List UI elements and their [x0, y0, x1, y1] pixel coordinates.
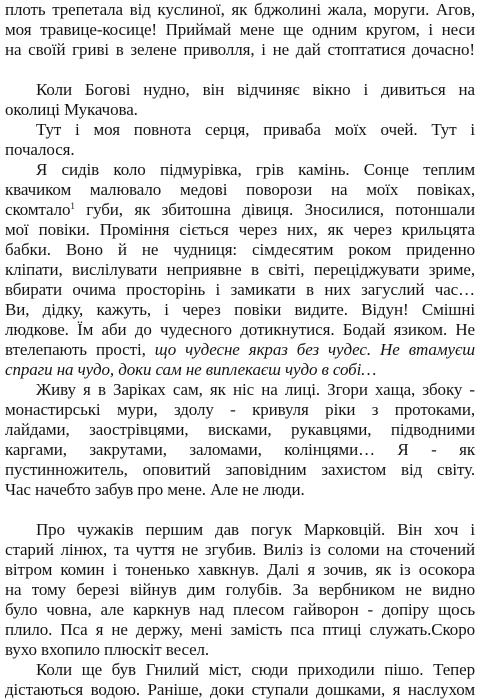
text-segment: губи, як збитошна дівиця. Зносилися, потоншали: [74, 200, 475, 219]
text-line: мої повіки. Проміння сіється через них, як через крильцята: [5, 220, 475, 239]
paragraph-start: Тут і моя повнота серця, приваба моїх очей. Тут і: [36, 120, 475, 139]
text-line: околиці Мукачова.: [5, 100, 138, 119]
text-segment: втелепають прості,: [5, 340, 155, 359]
text-line: плоть трепетала від куслиної, як бджолині жала, моруги. Агов,: [5, 0, 475, 19]
text-line: пустинножитель, оповитий заповідним захистом від світу.: [5, 460, 475, 479]
text-line: на своїй гриві в зелене приволля, і не дай стоптатися дочасно!: [5, 40, 475, 59]
footnote-mark: 1: [70, 201, 75, 211]
italic-line: спраги на чудо, доки сам не виплекаєш чудо в собі…: [5, 360, 377, 379]
paragraph-start: Я сидів коло підмурівка, грів камінь. Сонце теплим: [36, 160, 475, 179]
text-line: вітром комин і тоненько хавкнув. Далі я зочив, як із осокора: [5, 560, 475, 579]
paragraph-start: Коли ще був Гнилий міст, сюди приходили пішо. Тепер: [36, 660, 475, 679]
text-line: моя травице-косице! Приймай мене ще одним кругом, і неси: [5, 20, 475, 39]
text-line: на тому березі війнув дим голубів. За вербником не видно: [5, 580, 475, 599]
text-line: було човна, але каркнув над плесом гайворон - допіру щось: [5, 600, 475, 619]
paragraph-start: Коли Богові нудно, він відчиняє вікно і дивиться на: [36, 80, 475, 99]
italic-segment: що чудесне якраз без чудес. Не втамуєш: [154, 340, 475, 359]
text-segment: скомтало: [5, 200, 71, 219]
text-line: плило. Пса я не держу, мені замість пса птиці служать.Скоро: [5, 620, 475, 639]
text-line: лайдами, заострівцями, висками, рукавцями, підводними: [5, 420, 475, 439]
text-line: почалося.: [5, 140, 75, 159]
text-line: квачиком малювало медові поворози на моїх повіках,: [5, 180, 475, 199]
text-line: старий лінюх, та чуття не згубив. Виліз із соломи на сточений: [5, 540, 475, 559]
paragraph-start: Живу я в Заріках сам, як ніс на лиці. Згори хаща, збоку -: [36, 380, 475, 399]
text-line: дістаються водою. Раніше, доки ступали дошками, я наслухом: [5, 680, 475, 699]
text-line: вбирати очима просторінь і замикати в них загуслий час…: [5, 280, 475, 299]
text-line: монастирські мури, здолу - кривуля ріки з протоками,: [5, 400, 475, 419]
text-line: кліпати, вислілувати неприявне в світі, переціджувати зриме,: [5, 260, 475, 279]
text-line: Час начебто забув про мене. Але не люди.: [5, 480, 305, 499]
text-line: [5, 200, 475, 220]
text-line: вухо вхопило плюскіт весел.: [5, 640, 210, 659]
text-line: [5, 340, 475, 360]
text-line: Ви, дідку, кажуть, і через повіки видите. Відун! Смішні: [5, 300, 475, 319]
text-line: бабки. Воно й не чудниця: сімдесятим роком приденно: [5, 240, 475, 259]
text-line: людкове. Їм аби до чудесного дотикнутися. Бодай язиком. Не: [5, 320, 475, 339]
text-line: каргами, закрутами, заломами, колінцями… Я - як: [5, 440, 475, 459]
paragraph-start: Про чужаків першим дав погук Марковцій. Він хоч і: [36, 520, 475, 539]
